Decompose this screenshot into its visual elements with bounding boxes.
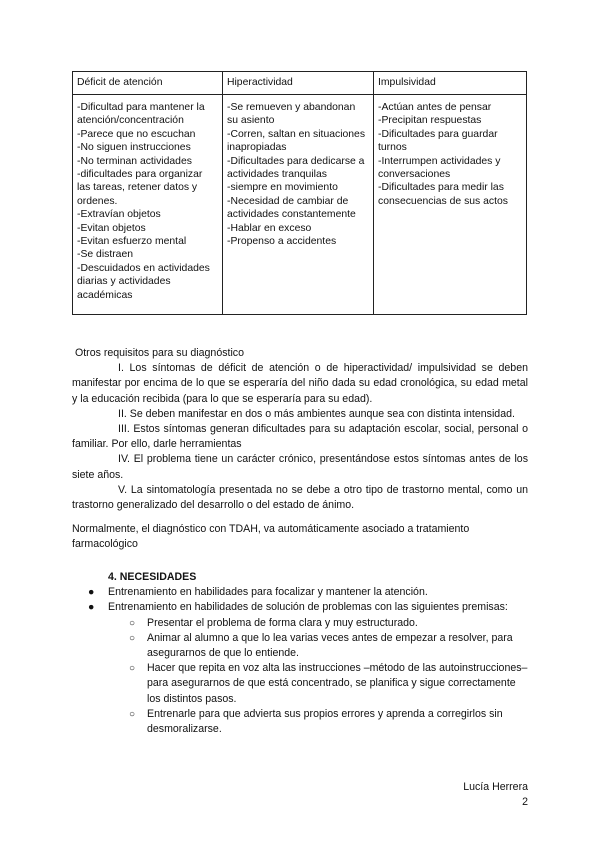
requirement-item: II. Se deben manifestar en dos o más ambientes aunque sea con distinta intensidad. <box>118 407 515 420</box>
table-cell-line: -Dificultades para medir las consecuencias de sus actos <box>378 182 508 207</box>
table-cell-line: -Corren, saltan en situaciones inapropiadas <box>227 128 366 154</box>
page-number: 2 <box>522 796 528 808</box>
requirement-item: III. Estos síntomas generan dificultades para su adaptación escolar, social, personal o familiar. Por ello, darle herramientas <box>72 423 528 451</box>
symptoms-table <box>72 71 527 315</box>
table-cell-line: -No terminan actividades <box>77 155 192 167</box>
diagnostic-requirements <box>72 346 528 513</box>
table-cell-line: -Dificultades para dedicarse a actividades tranquilas <box>227 155 365 181</box>
table-cell-line: -Precipitan respuestas <box>378 115 482 127</box>
sub-list-item <box>72 616 528 631</box>
header-impulsividad: Impulsividad <box>374 72 527 95</box>
column-impulsividad <box>374 95 527 315</box>
sub-list-item-text: Presentar el problema de forma clara y muy estructurado. <box>147 616 418 629</box>
table-cell-line: -Actúan antes de pensar <box>378 102 492 113</box>
table-cell-line: -Necesidad de cambiar de actividades constantemente <box>227 195 356 221</box>
circle-bullet-icon: ○ <box>129 663 136 675</box>
list-item <box>72 600 528 615</box>
table-cell-line: -Extravían objetos <box>77 209 161 221</box>
list-item <box>72 585 528 600</box>
table-cell-line: -Descuidados en actividades diarias y actividades académicas <box>77 262 210 301</box>
table-cell-line: -Evitan esfuerzo mental <box>77 236 187 248</box>
table-cell-line: -siempre en movimiento <box>227 182 338 194</box>
column-hiperactividad <box>223 95 374 315</box>
bullet-icon: ● <box>88 601 95 614</box>
bullet-icon: ● <box>88 586 95 599</box>
table-header-row <box>73 72 527 95</box>
sub-list-item <box>72 631 528 661</box>
table-cell-line: -Se remueven y abandonan su asiento <box>227 102 356 127</box>
circle-bullet-icon: ○ <box>129 632 136 644</box>
table-cell-line: -Interrumpen actividades y conversaciones <box>378 155 501 181</box>
table-cell-line: -Dificultades para guardar turnos <box>378 128 498 154</box>
table-cell-line: -Hablar en exceso <box>227 222 312 234</box>
table-cell-line: -Evitan objetos <box>77 222 146 234</box>
requirement-item: I. Los síntomas de déficit de atención o de hiperactividad/ impulsividad se deben manifestar por encima de lo que se esperaría del niño dada su edad cronológica, su edad metal y la educación recibida (para lo que se esperaría para su edad). <box>72 362 528 405</box>
table-cell-line: -dificultades para organizar las tareas, retener datos y ordenes. <box>77 169 203 207</box>
table-cell-line: -No siguen instrucciones <box>77 142 191 154</box>
sub-list-item-text: Entrenarle para que advierta sus propios errores y aprenda a corregirlos sin desmoralizarse. <box>147 707 503 736</box>
needs-heading: 4. NECESIDADES <box>108 571 197 583</box>
sub-list-item <box>72 661 528 707</box>
sub-list-item-text: Hacer que repita en voz alta las instrucciones –método de las autoinstrucciones– para asegurarnos de que está concentrado, se planifica y sigue correctamente los distintos pasos. <box>147 662 528 705</box>
footer-author: Lucía Herrera <box>463 781 528 793</box>
circle-bullet-icon: ○ <box>129 617 136 629</box>
list-item-text: Entrenamiento en habilidades de solución de problemas con las siguientes premisas: <box>108 601 508 614</box>
page-footer <box>463 780 528 810</box>
requirements-title: Otros requisitos para su diagnóstico <box>75 347 244 359</box>
circle-bullet-icon: ○ <box>129 708 136 720</box>
requirement-item: IV. El problema tiene un carácter crónico, presentándose estos síntomas antes de los siete años. <box>72 453 528 481</box>
requirement-item: V. La sintomatología presentada no se debe a otro tipo de trastorno mental, como un trastorno generalizado del desarrollo o del estado de ánimo. <box>72 483 528 512</box>
header-deficit-atencion: Déficit de atención <box>73 72 223 95</box>
needs-section <box>72 570 528 737</box>
list-item-text: Entrenamiento en habilidades para focalizar y mantener la atención. <box>108 586 428 599</box>
column-deficit-atencion <box>73 95 223 315</box>
header-hiperactividad: Hiperactividad <box>223 72 374 95</box>
table-cell-line: -Parece que no escuchan <box>77 128 196 140</box>
table-body-row <box>73 95 527 315</box>
sub-list-item-text: Animar al alumno a que lo lea varias veces antes de empezar a resolver, para asegurarnos de que lo entiende. <box>147 631 513 660</box>
sub-list-item <box>72 707 528 737</box>
table-cell-line: -Dificultad para mantener la atención/concentración <box>77 102 205 127</box>
treatment-note: Normalmente, el diagnóstico con TDAH, va automáticamente asociado a tratamiento farmacológico <box>72 523 470 551</box>
table-cell-line: -Se distraen <box>77 249 134 261</box>
table-cell-line: -Propenso a accidentes <box>227 236 337 248</box>
